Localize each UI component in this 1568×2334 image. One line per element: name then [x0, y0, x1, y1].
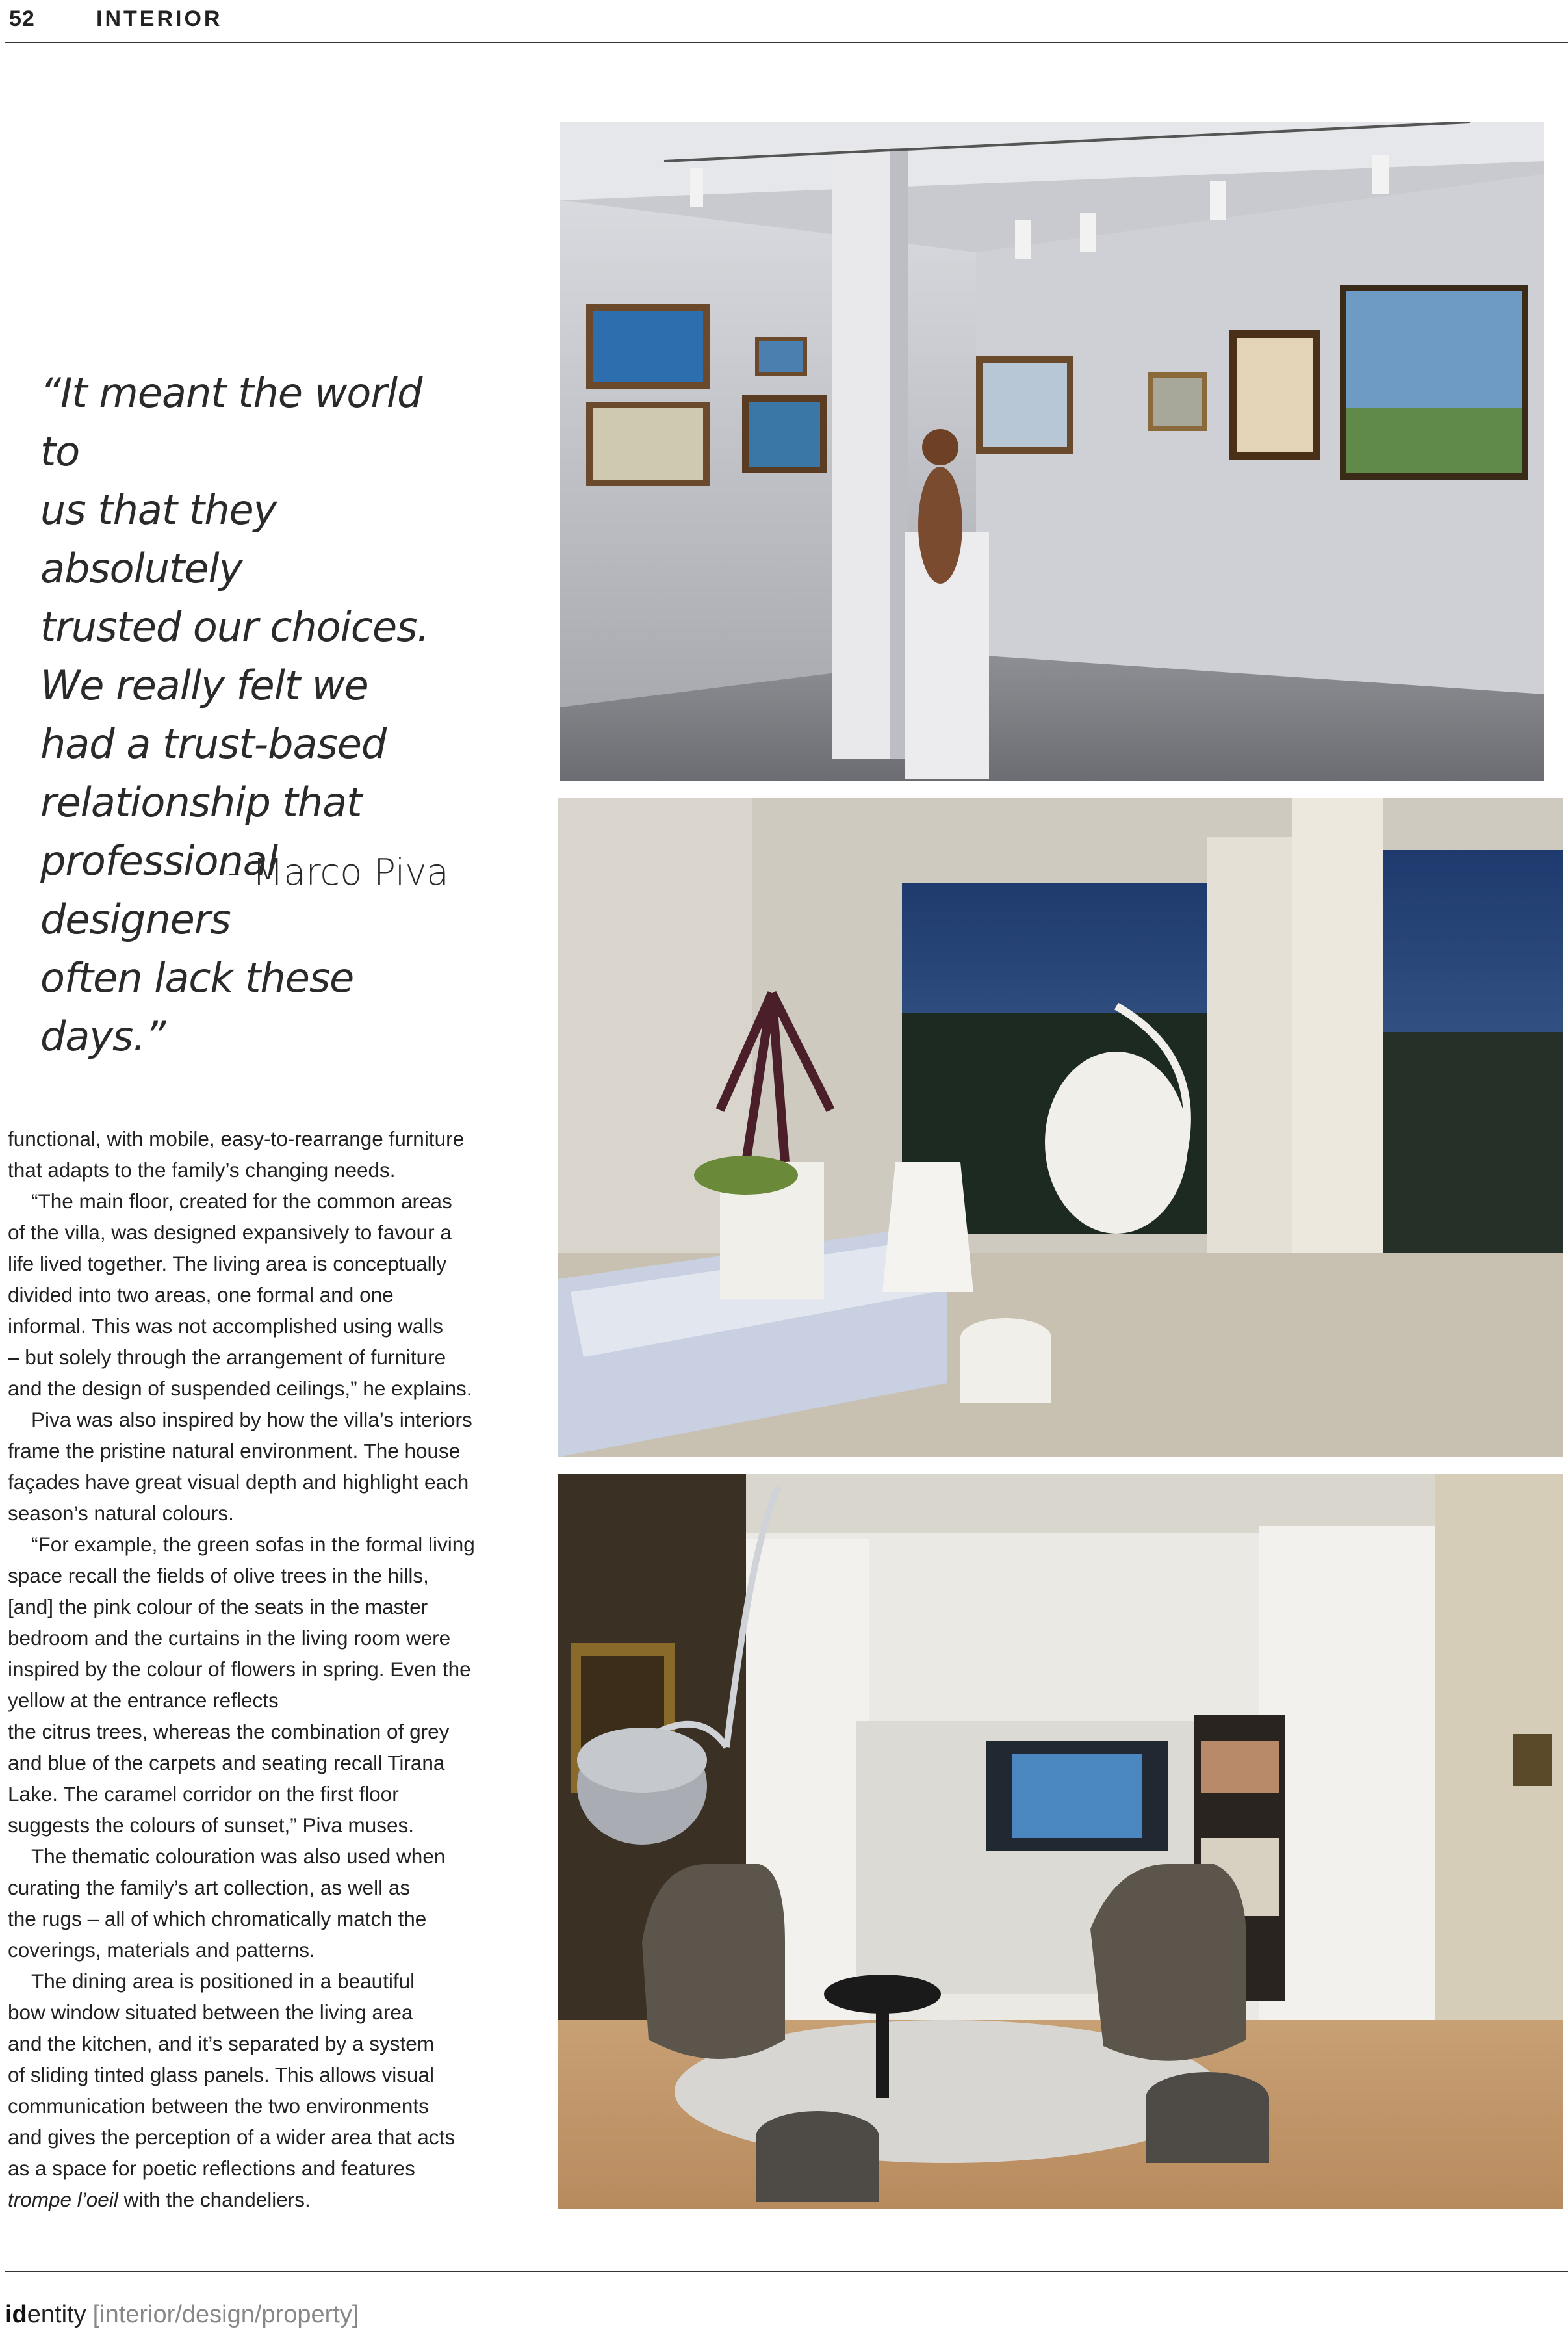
quote-line: us that they absolutely — [40, 486, 277, 592]
body-line: curating the family’s art collection, as well as — [8, 1876, 411, 1899]
body-line: season’s natural colours. — [8, 1501, 234, 1525]
body-line: space recall the fields of olive trees in the hills, — [8, 1564, 429, 1587]
quote-line: “It meant the world to — [40, 369, 422, 475]
body-line: The thematic colouration was also used when — [31, 1845, 446, 1868]
body-line: functional, with mobile, easy-to-rearrange furniture — [8, 1127, 465, 1150]
body-line: of the villa, was designed expansively to favour a — [8, 1221, 452, 1244]
body-line: life lived together. The living area is conceptually — [8, 1252, 447, 1275]
body-line: that adapts to the family’s changing needs. — [8, 1158, 396, 1182]
page-number: 52 — [9, 6, 35, 31]
quote-author: - Marco Piva — [227, 851, 449, 894]
footer-brand — [5, 2301, 359, 2329]
body-line: the rugs – all of which chromatically match the — [8, 1907, 427, 1930]
article-body — [8, 1123, 515, 2215]
body-line: informal. This was not accomplished using walls — [8, 1314, 443, 1338]
body-line: [and] the pink colour of the seats in the master — [8, 1595, 428, 1618]
body-line: The dining area is positioned in a beautiful — [31, 1969, 415, 1993]
section-title: INTERIOR — [96, 6, 223, 31]
body-line: “The main floor, created for the common areas — [31, 1189, 452, 1213]
brand-bold: id — [5, 2301, 27, 2328]
body-line: divided into two areas, one formal and one — [8, 1283, 394, 1306]
pull-quote — [40, 364, 456, 1066]
body-line: communication between the two environments — [8, 2094, 429, 2118]
body-line: – but solely through the arrangement of furniture — [8, 1345, 446, 1369]
body-line: and gives the perception of a wider area that acts — [8, 2125, 456, 2149]
italic-term: trompe l’oeil — [8, 2188, 118, 2211]
body-line: Piva was also inspired by how the villa’s interiors — [31, 1408, 472, 1431]
body-line: suggests the colours of sunset,” Piva muses. — [8, 1813, 415, 1837]
living-room-photo — [558, 1474, 1563, 2209]
body-line: façades have great visual depth and highlight each — [8, 1470, 469, 1494]
brand-tagline: [interior/design/property] — [92, 2301, 359, 2328]
page-header — [0, 0, 1568, 47]
body-line: inspired by the colour of flowers in spring. Even the — [8, 1657, 471, 1681]
quote-line: professional designers — [40, 837, 278, 943]
quote-line: often lack these days.” — [40, 954, 354, 1060]
gallery-room-photo — [560, 122, 1544, 781]
body-line-rest: with the chandeliers. — [118, 2188, 311, 2211]
body-line — [8, 2184, 515, 2215]
body-line: and the kitchen, and it’s separated by a system — [8, 2032, 435, 2055]
body-line: bow window situated between the living area — [8, 2001, 413, 2024]
quote-line: trusted our choices. — [40, 603, 430, 651]
body-line: Lake. The caramel corridor on the first floor — [8, 1782, 399, 1806]
body-line: yellow at the entrance reflects — [8, 1689, 279, 1712]
body-line: of sliding tinted glass panels. This allows visual — [8, 2063, 435, 2086]
header-divider — [5, 42, 1568, 43]
quote-text — [40, 364, 456, 1066]
footer-divider — [5, 2271, 1568, 2272]
quote-line: relationship that — [40, 779, 362, 826]
body-line: the citrus trees, whereas the combination of grey — [8, 1720, 450, 1743]
quote-line: had a trust-based — [40, 720, 387, 768]
quote-line: We really felt we — [40, 662, 368, 709]
body-line: frame the pristine natural environment. The house — [8, 1439, 461, 1462]
brand-rest: entity — [27, 2301, 86, 2328]
body-line: bedroom and the curtains in the living room were — [8, 1626, 451, 1650]
body-line: and blue of the carpets and seating recall Tirana — [8, 1751, 445, 1774]
terrace-photo — [558, 798, 1563, 1457]
body-line: and the design of suspended ceilings,” he explains. — [8, 1377, 472, 1400]
body-line: coverings, materials and patterns. — [8, 1938, 315, 1962]
body-line: as a space for poetic reflections and features — [8, 2157, 415, 2180]
body-line: “For example, the green sofas in the formal living — [31, 1533, 475, 1556]
